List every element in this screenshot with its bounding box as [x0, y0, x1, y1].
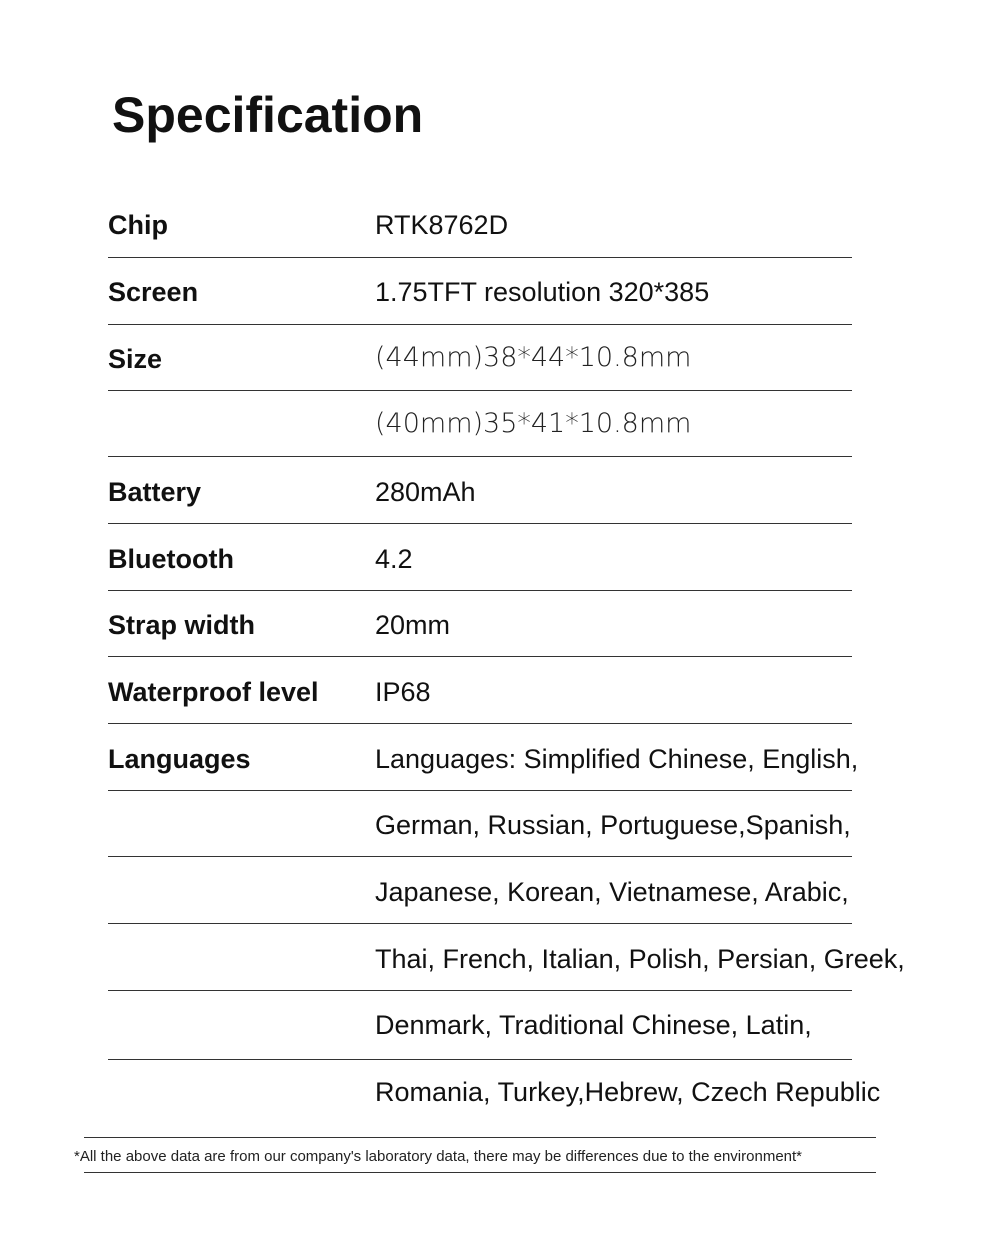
spec-value: 20mm [375, 610, 451, 640]
spec-row-size-alt [108, 391, 852, 457]
spec-label: Bluetooth [108, 544, 234, 574]
spec-row-size [108, 325, 852, 391]
spec-row-battery [108, 457, 852, 524]
spec-value: IP68 [375, 677, 431, 707]
spec-row-languages-2 [108, 791, 852, 857]
spec-label: Chip [108, 210, 168, 240]
spec-value: 4.2 [375, 544, 413, 574]
spec-row-languages-6 [108, 1060, 881, 1126]
spec-label: Size [108, 344, 163, 374]
spec-row-languages-3 [108, 857, 852, 924]
spec-value: Romania, Turkey,Hebrew, Czech Republic [375, 1077, 881, 1107]
spec-value: 1.75TFT resolution 320*385 [375, 277, 710, 307]
spec-label: Battery [108, 477, 202, 507]
spec-value: Denmark, Traditional Chinese, Latin, [375, 1010, 812, 1040]
spec-value: German, Russian, Portuguese,Spanish, [375, 810, 851, 840]
spec-label: Screen [108, 277, 199, 307]
spec-label: Languages [108, 744, 251, 774]
spec-row-languages-4 [108, 924, 905, 991]
spec-value: Languages: Simplified Chinese, English, [375, 744, 859, 774]
spec-label: Waterproof level [108, 677, 319, 707]
spec-value: Japanese, Korean, Vietnamese, Arabic, [375, 877, 849, 907]
spec-row-waterproof [108, 657, 852, 724]
spec-row-chip [108, 191, 852, 258]
spec-row-bluetooth [108, 524, 852, 591]
spec-row-screen [108, 258, 852, 325]
spec-value: RTK8762D [375, 210, 509, 240]
footnote: *All the above data are from our company's laboratory data, there may be differences due to the environment* [74, 1148, 803, 1165]
spec-row-strap-width [108, 591, 852, 657]
page-title: Specification [112, 87, 424, 143]
spec-row-languages [108, 724, 859, 791]
spec-value: 280mAh [375, 477, 476, 507]
footnote-box [74, 1137, 876, 1173]
spec-row-languages-5 [108, 991, 852, 1060]
spec-value: (44mm)38*44*10.8mm [375, 342, 692, 373]
spec-label: Strap width [108, 610, 255, 640]
spec-value: (40mm)35*41*10.8mm [375, 408, 692, 439]
spec-value: Thai, French, Italian, Polish, Persian, Greek, [375, 944, 905, 974]
